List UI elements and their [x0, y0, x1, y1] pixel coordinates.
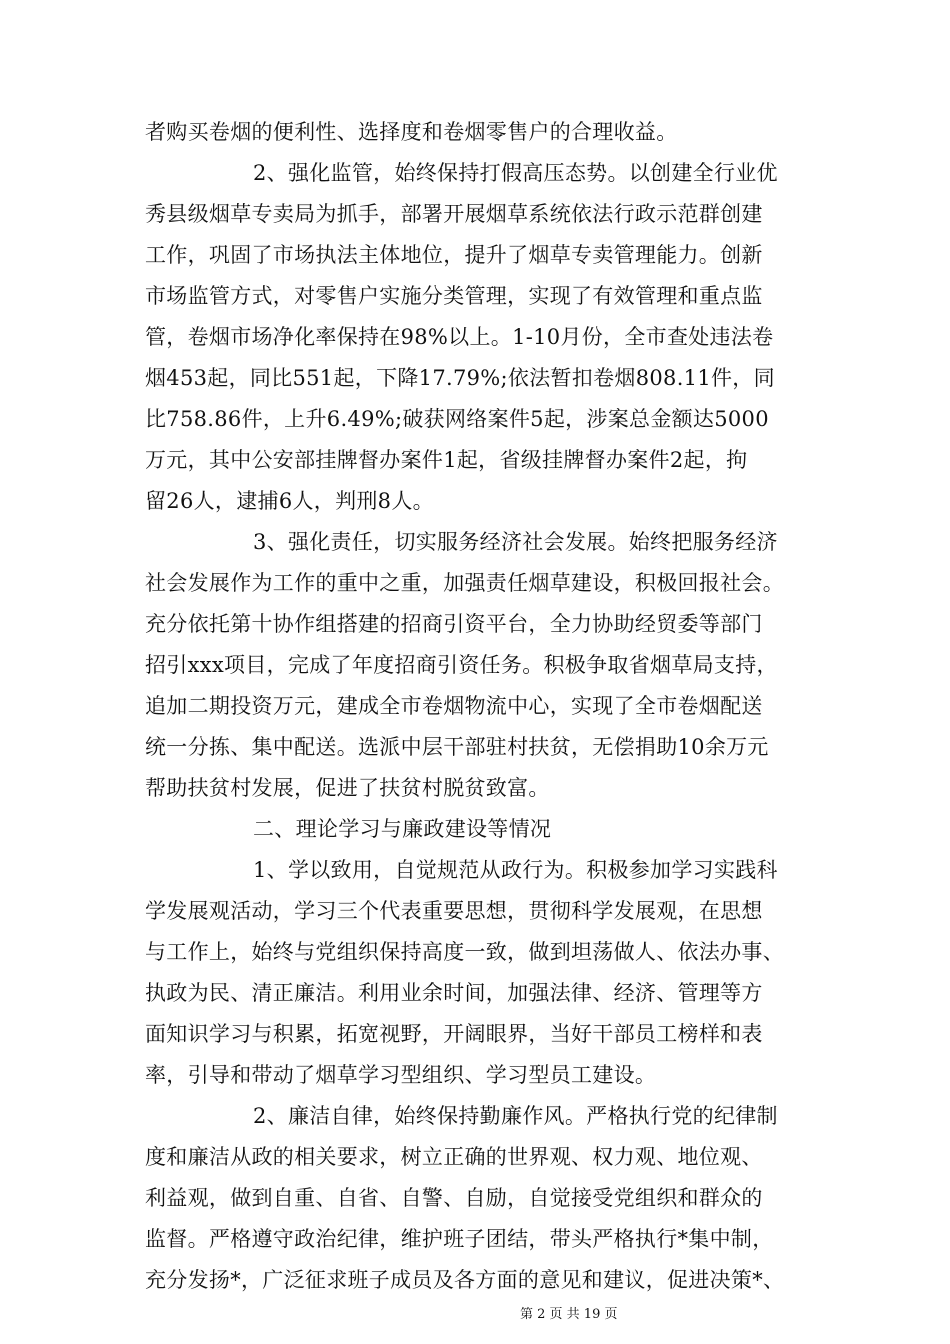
section-heading: 二、理论学习与廉政建设等情况 — [253, 817, 552, 841]
text-line: 与工作上，始终与党组织保持高度一致，做到坦荡做人、依法办事、 — [145, 940, 784, 964]
text-line: 招引xxx项目，完成了年度招商引资任务。积极争取省烟草局支持， — [145, 653, 778, 677]
text-line: 管，卷烟市场净化率保持在98%以上。1-10月份，全市查处违法卷 — [145, 325, 774, 349]
text-line: 利益观，做到自重、自省、自警、自励，自觉接受党组织和群众的 — [145, 1186, 763, 1210]
paragraph-start-line: 2、强化监管，始终保持打假高压态势。以创建全行业优 — [253, 161, 778, 185]
text-line: 工作，巩固了市场执法主体地位，提升了烟草专卖管理能力。创新 — [145, 243, 763, 267]
text-line: 万元，其中公安部挂牌督办案件1起，省级挂牌督办案件2起，拘 — [145, 448, 748, 472]
text-line: 烟453起，同比551起，下降17.79%;依法暂扣卷烟808.11件，同 — [145, 366, 775, 390]
page-number-footer: 第 2 页 共 19 页 — [520, 1307, 618, 1322]
text-line: 秀县级烟草专卖局为抓手，部署开展烟草系统依法行政示范群创建 — [145, 202, 763, 226]
text-line: 面知识学习与积累，拓宽视野，开阔眼界，当好干部员工榜样和表 — [145, 1022, 763, 1046]
text-line: 充分发扬*，广泛征求班子成员及各方面的意见和建议，促进决策*、 — [145, 1268, 785, 1292]
text-line: 度和廉洁从政的相关要求，树立正确的世界观、权力观、地位观、 — [145, 1145, 763, 1169]
paragraph-start-line: 1、学以致用，自觉规范从政行为。积极参加学习实践科 — [253, 858, 778, 882]
text-line: 学发展观活动，学习三个代表重要思想，贯彻科学发展观，在思想 — [145, 899, 763, 923]
text-line: 统一分拣、集中配送。选派中层干部驻村扶贫，无偿捐助10余万元 — [145, 735, 769, 759]
text-line: 充分依托第十协作组搭建的招商引资平台，全力协助经贸委等部门 — [145, 612, 763, 636]
paragraph-start-line: 2、廉洁自律，始终保持勤廉作风。严格执行党的纪律制 — [253, 1104, 778, 1128]
text-line: 追加二期投资万元，建成全市卷烟物流中心，实现了全市卷烟配送 — [145, 694, 763, 718]
text-line: 者购买卷烟的便利性、选择度和卷烟零售户的合理收益。 — [145, 120, 678, 144]
text-line: 率，引导和带动了烟草学习型组织、学习型员工建设。 — [145, 1063, 657, 1087]
text-line: 比758.86件，上升6.49%;破获网络案件5起，涉案总金额达5000 — [145, 407, 769, 431]
text-line: 执政为民、清正廉洁。利用业余时间，加强法律、经济、管理等方 — [145, 981, 763, 1005]
text-line: 帮助扶贫村发展，促进了扶贫村脱贫致富。 — [145, 776, 550, 800]
text-line: 社会发展作为工作的重中之重，加强责任烟草建设，积极回报社会。 — [145, 571, 784, 595]
paragraph-start-line: 3、强化责任，切实服务经济社会发展。始终把服务经济 — [253, 530, 778, 554]
text-line: 留26人，逮捕6人，判刑8人。 — [145, 489, 434, 513]
text-line: 市场监管方式，对零售户实施分类管理，实现了有效管理和重点监 — [145, 284, 763, 308]
text-line: 监督。严格遵守政治纪律，维护班子团结，带头严格执行*集中制， — [145, 1227, 774, 1251]
